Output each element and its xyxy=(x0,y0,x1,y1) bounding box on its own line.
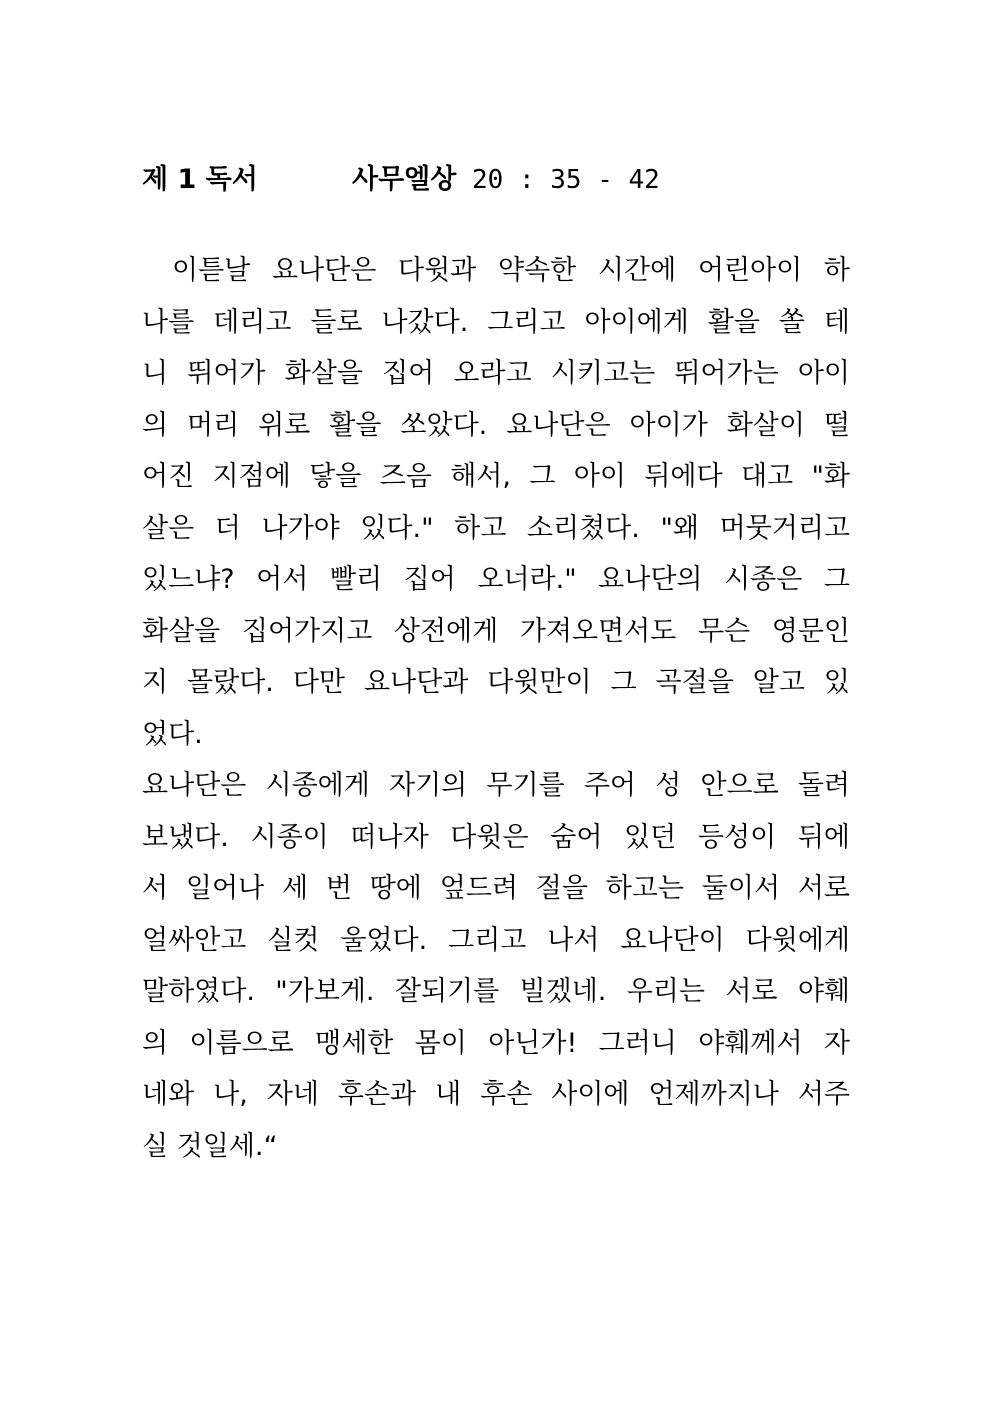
text-line: 의 머리 위로 활을 쏘았다. 요나단은 아이가 화살이 떨 xyxy=(142,409,850,441)
reading-label: 제 1 독서 xyxy=(142,164,258,195)
text-line: 의 이름으로 맹세한 몸이 아닌가! 그러니 야훼께서 자 xyxy=(142,1027,850,1059)
text-line: 얼싸안고 실컷 울었다. 그리고 나서 요나단이 다윗에게 xyxy=(142,924,850,956)
scripture-reference xyxy=(352,160,660,200)
text-line: 네와 나, 자네 후손과 내 후손 사이에 언제까지나 서주 xyxy=(142,1079,850,1110)
text-line: 어진 지점에 닿을 즈음 해서, 그 아이 뒤에다 대고 "화 xyxy=(142,461,850,492)
text-line: 있느냐? 어서 빨리 집어 오너라." 요나단의 시종은 그 xyxy=(142,564,850,595)
text-line: 실 것일세.“ xyxy=(142,1130,278,1162)
text-line: 지 몰랐다. 다만 요나단과 다윗만이 그 곡절을 알고 있 xyxy=(142,667,850,698)
text-line: 나를 데리고 들로 나갔다. 그리고 아이에게 활을 쏠 테 xyxy=(142,306,850,338)
reading-body xyxy=(142,245,850,1172)
text-line: 었다. xyxy=(142,718,203,750)
text-line: 화살을 집어가지고 상전에게 가져오면서도 무슨 영문인 xyxy=(142,615,850,647)
text-line: 요나단은 시종에게 자기의 무기를 주어 성 안으로 돌려 xyxy=(142,770,850,801)
text-line: 이튿날 요나단은 다윗과 약속한 시간에 어린아이 하 xyxy=(172,255,850,286)
paragraph-2 xyxy=(142,760,850,1172)
reading-heading xyxy=(142,160,862,200)
scripture-verse: 20 : 35 - 42 xyxy=(456,165,660,195)
text-line: 서 일어나 세 번 땅에 엎드려 절을 하고는 둘이서 서로 xyxy=(142,873,850,904)
scripture-book: 사무엘상 xyxy=(352,164,457,195)
paragraph-1 xyxy=(142,245,850,760)
text-line: 보냈다. 시종이 떠나자 다윗은 숨어 있던 등성이 뒤에 xyxy=(142,821,850,853)
text-line: 니 뛰어가 화살을 집어 오라고 시키고는 뛰어가는 아이 xyxy=(142,358,850,389)
text-line: 말하였다. "가보게. 잘되기를 빌겠네. 우리는 서로 야훼 xyxy=(142,976,850,1007)
text-line: 살은 더 나가야 있다." 하고 소리쳤다. "왜 머뭇거리고 xyxy=(142,512,850,544)
